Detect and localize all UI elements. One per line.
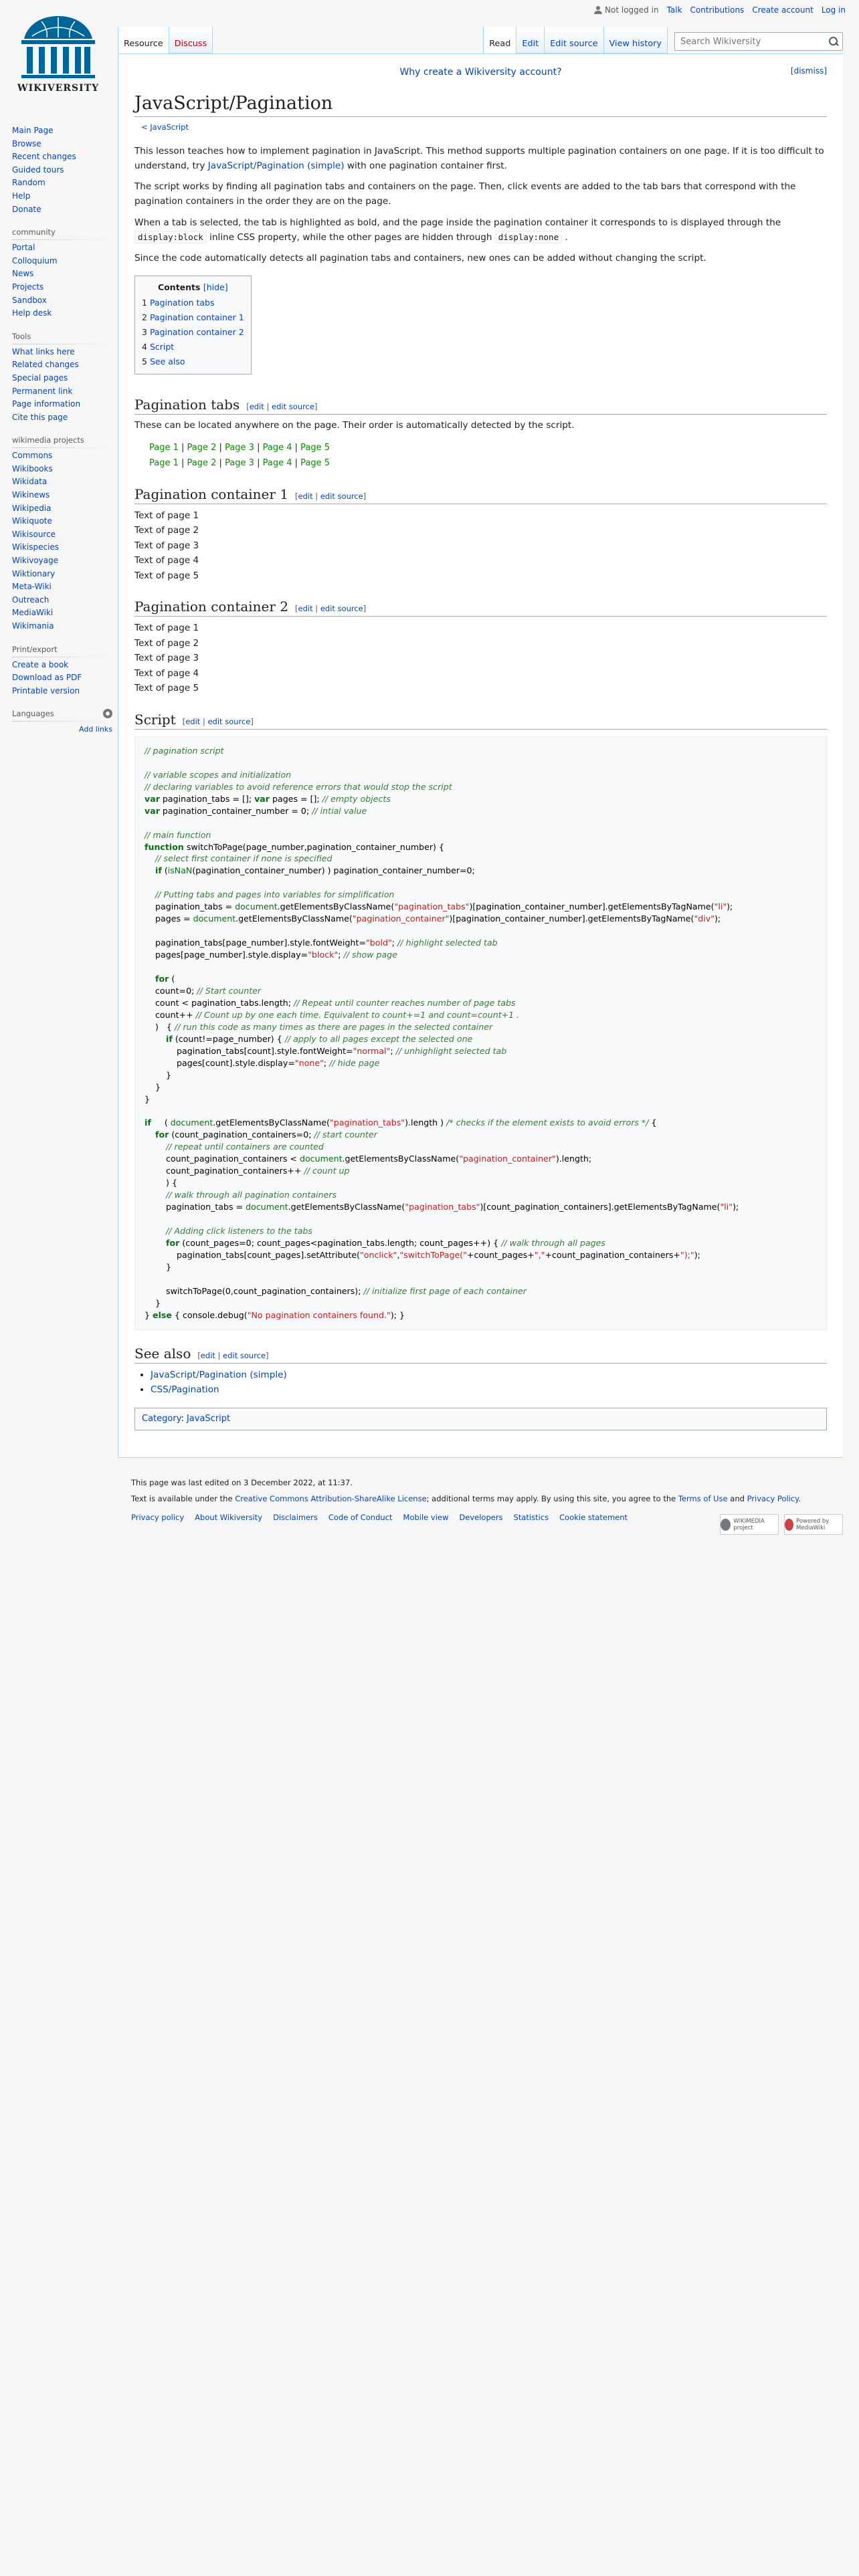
sidebar-item-random[interactable]: Random <box>12 178 45 188</box>
breadcrumb-parent-link[interactable]: < JavaScript <box>141 122 189 132</box>
list-item: Text of page 3 <box>134 653 199 664</box>
list-item <box>151 1368 827 1382</box>
main-content <box>118 53 843 1458</box>
sidebar-item-help[interactable]: Help <box>12 191 31 201</box>
pagination-container-1 <box>134 508 827 584</box>
toc-item[interactable]: 4 Script <box>142 342 175 352</box>
intro-paragraph-1: This lesson teaches how to implement pagination in JavaScript. This method supports multiple pagination containers on one page. If it is too difficult to understand, try JavaScript/Pagination (simple) with one pagination container first. <box>134 145 824 171</box>
wikiversity-logo-icon <box>12 12 104 99</box>
sidebar-tools <box>12 330 112 425</box>
pagination-tab[interactable]: Page 1 <box>149 457 179 468</box>
sidebar-item-wikidata[interactable]: Wikidata <box>12 477 47 487</box>
user-icon <box>594 6 602 14</box>
sidebar-item-news[interactable]: News <box>12 269 34 279</box>
edit-section-link[interactable]: edit <box>200 1350 215 1360</box>
site-logo[interactable] <box>12 12 104 99</box>
community-heading: community <box>12 225 112 240</box>
intro-paragraph-2: The script works by finding all pagination tabs and containers on the page. Then, click events are added to the tab bars that correspond with the pagination containers in the order they are on the page. <box>134 181 796 207</box>
edit-section-link[interactable]: edit <box>298 604 313 614</box>
pagination-tab[interactable]: Page 5 <box>300 442 330 453</box>
list-item: Text of page 1 <box>134 623 199 634</box>
gear-icon[interactable] <box>103 709 112 718</box>
sidebar-community <box>12 225 112 320</box>
edit-section-link[interactable]: edit <box>298 491 313 501</box>
wikimedia-project-badge[interactable]: WIKIMEDIA project <box>720 1514 779 1535</box>
sidebar-item-colloquium[interactable]: Colloquium <box>12 255 58 265</box>
pagination-tab[interactable]: Page 4 <box>262 457 292 468</box>
dismiss-button[interactable]: [dismiss] <box>790 66 827 76</box>
sidebar-item-download-pdf[interactable]: Download as PDF <box>12 673 82 683</box>
sidebar-item-wikispecies[interactable]: Wikispecies <box>12 542 60 552</box>
powered-by-mediawiki-badge[interactable]: Powered by MediaWiki <box>784 1514 843 1535</box>
pagination-tab-bar-2: Page 1 | Page 2 | Page 3 | Page 4 | Page 5 <box>149 457 330 468</box>
footer-link-mobile-view[interactable]: Mobile view <box>403 1513 449 1522</box>
category-label-link[interactable]: Category <box>142 1413 181 1424</box>
sidebar-item-donate[interactable]: Donate <box>12 204 41 214</box>
namespace-tabs <box>118 27 213 53</box>
section-edit-links: [edit | edit source] <box>246 402 318 412</box>
sidebar-navigation <box>12 124 112 216</box>
toc-item[interactable]: 2 Pagination container 1 <box>142 312 244 323</box>
sidebar-item-meta-wiki[interactable]: Meta-Wiki <box>12 582 52 592</box>
contributions-link[interactable]: Contributions <box>690 5 745 15</box>
display-none-code: display:none <box>495 231 562 243</box>
sidebar-print <box>12 643 112 698</box>
edit-section-link[interactable]: edit <box>185 716 201 726</box>
tab-resource[interactable]: Resource <box>118 27 169 53</box>
add-links-link[interactable]: Add links <box>79 725 112 734</box>
footer-link-statistics[interactable]: Statistics <box>513 1513 549 1522</box>
pagination-tab-bars <box>134 440 827 471</box>
sidebar-item-mediawiki[interactable]: MediaWiki <box>12 608 54 618</box>
list-item: Text of page 4 <box>134 667 199 679</box>
pagination-tab[interactable]: Page 5 <box>300 457 330 468</box>
not-logged-in-label: Not logged in <box>605 5 659 15</box>
sidebar-item-recent-changes[interactable]: Recent changes <box>12 152 76 162</box>
search-icon[interactable] <box>829 37 838 46</box>
footer-link-about[interactable]: About Wikiversity <box>195 1513 263 1522</box>
page-title: JavaScript/Pagination <box>134 92 827 117</box>
logo-wordmark: WIKIVERSITY <box>17 83 100 94</box>
footer-link-cookie-statement[interactable]: Cookie statement <box>559 1513 628 1522</box>
view-tabs <box>483 27 843 53</box>
sidebar-item-sandbox[interactable]: Sandbox <box>12 295 47 305</box>
pagination-tab[interactable]: Page 2 <box>187 442 217 453</box>
footer-icons <box>720 1514 843 1535</box>
section-heading-script: Script [edit | edit source] <box>134 711 827 730</box>
category-links: Category: JavaScript <box>134 1408 827 1431</box>
see-also-link[interactable]: JavaScript/Pagination (simple) <box>151 1369 287 1380</box>
tools-heading: Tools <box>12 330 112 344</box>
terms-link[interactable]: Terms of Use <box>678 1494 728 1503</box>
edit-source-section-link[interactable]: edit source <box>272 402 314 412</box>
pagination-tab[interactable]: Page 3 <box>225 457 254 468</box>
sidebar-languages <box>12 707 112 736</box>
privacy-policy-link[interactable]: Privacy Policy <box>747 1494 799 1503</box>
see-also-link[interactable]: CSS/Pagination <box>151 1384 219 1395</box>
sidebar-item-wikinews[interactable]: Wikinews <box>12 490 50 500</box>
pagination-tab[interactable]: Page 2 <box>187 457 217 468</box>
sidebar-item-guided-tours[interactable]: Guided tours <box>12 165 64 175</box>
pagination-tab-bar-1: Page 1 | Page 2 | Page 3 | Page 4 | Page 5 <box>149 442 330 453</box>
footer-link-privacy[interactable]: Privacy policy <box>131 1513 185 1522</box>
sidebar-item-outreach[interactable]: Outreach <box>12 595 50 605</box>
wikimedia-icon <box>721 1519 731 1531</box>
sidebar-item-wikivoyage[interactable]: Wikivoyage <box>12 556 59 566</box>
pagination-tab[interactable]: Page 4 <box>262 442 292 453</box>
section-heading-pagination-container-2: Pagination container 2 [edit | edit source] <box>134 598 827 617</box>
sidebar-item-cite-this-page[interactable]: Cite this page <box>12 412 68 422</box>
site-notice <box>134 65 827 80</box>
sidebar-item-wikisource[interactable]: Wikisource <box>12 529 56 539</box>
tab-read[interactable]: Read <box>483 27 516 53</box>
intro-paragraph-4: Since the code automatically detects all pagination tabs and containers, new ones can be added without changing the script. <box>134 253 706 264</box>
display-block-code: display:block <box>134 231 207 243</box>
sidebar-item-printable-version[interactable]: Printable version <box>12 685 80 695</box>
toc-item[interactable]: 1 Pagination tabs <box>142 298 215 308</box>
projects-heading: wikimedia projects <box>12 433 112 448</box>
last-edited-text: This page was last edited on 3 December 2022, at 11:37. <box>131 1478 353 1487</box>
sidebar-item-commons[interactable]: Commons <box>12 451 53 461</box>
sidebar-item-wikiquote[interactable]: Wikiquote <box>12 516 52 526</box>
footer-link-code-of-conduct[interactable]: Code of Conduct <box>328 1513 393 1522</box>
edit-source-section-link[interactable]: edit source <box>207 716 251 726</box>
list-item: Text of page 4 <box>134 555 199 566</box>
search-input[interactable] <box>679 36 829 47</box>
personal-tools <box>594 5 846 15</box>
sidebar-item-page-information[interactable]: Page information <box>12 399 81 409</box>
sidebar-item-permanent-link[interactable]: Permanent link <box>12 386 73 396</box>
see-also-list <box>134 1368 827 1397</box>
pagination-tabs-description: These can be located anywhere on the page. Their order is automatically detected by the script. <box>134 420 575 431</box>
script-code-block: // pagination script // variable scopes and initialization // declaring variables to avoid reference errors that would stop the script var pagination_tabs = []; var pages = []; // empty objects var pagination_container_number = 0; // intial value // main function function switchToPage(page_number,pagination_container_number) { // select first container if none is specified if (isNaN(pagination_container_number) ) pagination_container_number=0; // Putting tabs and pages into variables for simplification pagination_tabs = document.getElementsByClassName("pagination_tabs")[pagination_container_number].getElementsByTagName("li"); pages = document.getElementsByClassName("pagination_container")[pagination_container_number].getElementsByTagName("div"); pagination_tabs[page_number].style.fontWeight="bold"; // highlight selected tab pages[page_number].style.display="block"; // show page for ( count=0; // Start counter count < pagination_tabs.length; // Repeat until counter reaches number of page tabs count++ // Count up by one each time. Equivalent to count+=1 and count=count+1 . ) { // run this code as many times as there are pages in the selected container if (count!=page_number) { // apply to all pages except the selected one pagination_tabs[count].style.fontWeight="normal"; // unhighlight selected tab pages[count].style.display="none"; // hide page } } } if ( document.getElementsByClassName("pagination_tabs").length ) /* checks if the element exists to avoid errors */ { for (count_pagination_containers=0; // start counter // repeat until containers are counted count_pagination_containers < document.getElementsByClassName("pagination_container").length; count_pagination_containers++ // count up ) { // walk through all pagination containers pagination_tabs = document.getElementsByClassName("pagination_tabs")[count_pagination_containers].getElementsByTagName("li"); // Adding click listeners to the tabs for (count_pages=0; count_pages<pagination_tabs.length; count_pages++) { // walk through all pages pagination_tabs[count_pages].setAttribute("onclick","switchToPage("+count_pages+","+count_pagination_containers+");"); } switchToPage(0,count_pagination_containers); // initialize first page of each container } } else { console.debug("No pagination containers found."); } <box>134 736 827 1330</box>
edit-section-link[interactable]: edit <box>249 402 264 412</box>
sidebar-projects <box>12 433 112 633</box>
sidebar-item-wikimania[interactable]: Wikimania <box>12 621 54 631</box>
table-of-contents <box>134 276 252 374</box>
languages-heading: Languages <box>12 709 54 719</box>
sidebar-item-wikibooks[interactable]: Wikibooks <box>12 463 53 473</box>
sidebar-item-what-links-here[interactable]: What links here <box>12 346 75 356</box>
mediawiki-icon <box>785 1519 793 1531</box>
tab-discuss[interactable]: Discuss <box>169 27 213 53</box>
sidebar-item-create-book[interactable]: Create a book <box>12 659 69 669</box>
license-link[interactable]: Creative Commons Attribution-ShareAlike License <box>235 1494 427 1503</box>
list-item: Text of page 5 <box>134 683 199 694</box>
toc-item[interactable]: 5 See also <box>142 356 185 367</box>
print-heading: Print/export <box>12 643 112 657</box>
tab-view-history[interactable]: View history <box>604 27 668 53</box>
toc-item[interactable]: 3 Pagination container 2 <box>142 327 244 338</box>
sidebar <box>12 124 112 746</box>
sidebar-item-related-changes[interactable]: Related changes <box>12 360 79 370</box>
pagination-tab[interactable]: Page 3 <box>225 442 254 453</box>
pagination-tab[interactable]: Page 1 <box>149 442 179 453</box>
sidebar-item-projects[interactable]: Projects <box>12 282 44 292</box>
list-item: Text of page 5 <box>134 570 199 581</box>
section-heading-pagination-container-1: Pagination container 1 [edit | edit source] <box>134 486 827 504</box>
list-item <box>151 1382 827 1397</box>
footer-link-developers[interactable]: Developers <box>459 1513 503 1522</box>
sidebar-item-wiktionary[interactable]: Wiktionary <box>12 568 56 578</box>
pagination-container-2 <box>134 621 827 696</box>
edit-source-section-link[interactable]: edit source <box>320 604 363 614</box>
footer-link-disclaimers[interactable]: Disclaimers <box>273 1513 318 1522</box>
toc-title: Contents <box>158 282 201 293</box>
section-heading-pagination-tabs: Pagination tabs [edit | edit source] <box>134 396 827 415</box>
list-item: Text of page 1 <box>134 510 199 521</box>
toc-hide-toggle[interactable]: [hide] <box>203 282 228 293</box>
list-item: Text of page 2 <box>134 525 199 536</box>
category-javascript-link[interactable]: JavaScript <box>186 1413 231 1424</box>
sidebar-item-help-desk[interactable]: Help desk <box>12 308 52 318</box>
site-notice-link[interactable]: Why create a Wikiversity account? <box>399 67 562 78</box>
sidebar-item-wikipedia[interactable]: Wikipedia <box>12 503 52 513</box>
section-heading-see-also: See also [edit | edit source] <box>134 1345 827 1364</box>
edit-source-section-link[interactable]: edit source <box>320 491 363 501</box>
footer <box>131 1471 843 1531</box>
intro-paragraph-3: When a tab is selected, the tab is highlighted as bold, and the page inside the pagination container it corresponds to is displayed through the display:block inline CSS property, while the other pages are hidden through display:none . <box>134 217 781 243</box>
breadcrumb <box>141 121 827 133</box>
sidebar-item-browse[interactable]: Browse <box>12 138 41 148</box>
tab-edit[interactable]: Edit <box>516 27 545 53</box>
license-text: Text is available under the Creative Commons Attribution-ShareAlike License; additional terms may apply. By using this site, you agree to the Terms of Use and Privacy Policy. <box>131 1494 801 1503</box>
simple-version-link[interactable]: JavaScript/Pagination (simple) <box>207 160 345 171</box>
talk-link[interactable]: Talk <box>666 5 682 15</box>
list-item: Text of page 2 <box>134 637 199 649</box>
sidebar-item-portal[interactable]: Portal <box>12 243 35 253</box>
search-box <box>674 32 843 51</box>
tab-edit-source[interactable]: Edit source <box>545 27 603 53</box>
list-item: Text of page 3 <box>134 540 199 551</box>
sidebar-item-special-pages[interactable]: Special pages <box>12 372 68 383</box>
create-account-link[interactable]: Create account <box>752 5 814 15</box>
edit-source-section-link[interactable]: edit source <box>223 1350 266 1360</box>
log-in-link[interactable]: Log in <box>821 5 846 15</box>
sidebar-item-main-page[interactable]: Main Page <box>12 126 54 135</box>
